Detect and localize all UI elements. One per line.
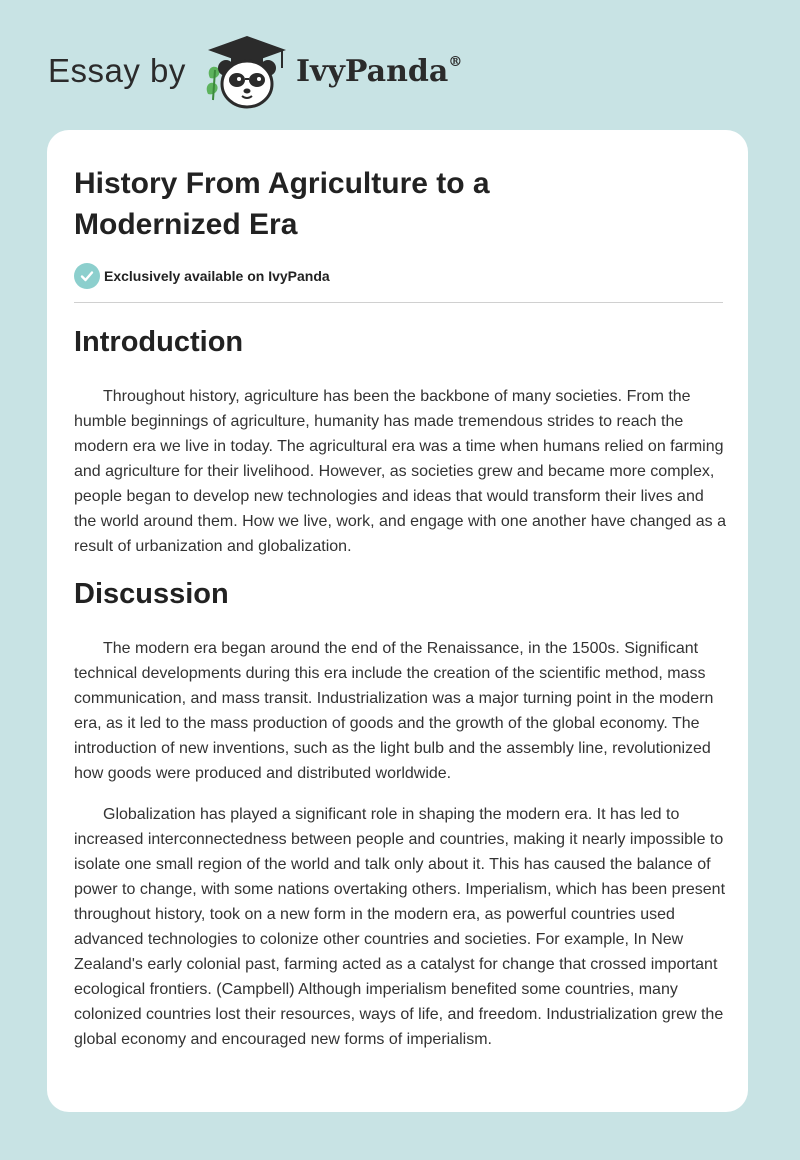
paragraph: The modern era began around the end of the Renaissance, in the 1500s. Significant technical developments during this era include the creation of the scientific method, mass communication, and mass transit. Industrialization was a major turning point in the modern era, as it led to the mass production of goods and the growth of the global economy. The introduction of new inventions, such as the light bulb and the assembly line, revolutionized how goods were produced and distributed worldwide. (74, 640, 714, 782)
section-heading-introduction: Introduction (74, 326, 244, 358)
exclusive-badge (74, 263, 330, 289)
essay-by-label: Essay by (48, 52, 186, 89)
page-title: History From Agriculture to a Modernized Era (74, 167, 490, 241)
check-circle-icon (74, 263, 100, 289)
section-heading-discussion: Discussion (74, 578, 229, 610)
exclusive-badge-label: Exclusively available on IvyPanda (104, 268, 330, 284)
site-header (48, 34, 548, 114)
essay-body (74, 322, 726, 1052)
title-divider (74, 302, 723, 303)
registered-mark: ® (448, 54, 463, 70)
paragraph: Globalization has played a significant role in shaping the modern era. It has led to increased interconnectedness between people and countries, making it nearly impossible to isolate one small region of the world and talk only about it. This has caused the balance of power to change, with some nations overtaking others. Imperialism, which has been present throughout history, took on a new form in the modern era, as powerful countries used advanced technologies to colonize other countries and societies. For example, In New Zealand's early colonial past, farming acted as a catalyst for change that crossed important ecological frontiers. (Campbell) Although imperialism benefited some countries, many colonized countries lost their resources, ways of life, and freedom. Industrialization grew the global economy and encouraged new forms of imperialism. (74, 806, 726, 1048)
paragraph: Throughout history, agriculture has been the backbone of many societies. From the humble beginnings of agriculture, humanity has made tremendous strides to reach the modern era we live in today. The agricultural era was a time when humans relied on farming and agriculture for their livelihood. However, as societies grew and became more complex, people began to develop new technologies and ideas that would transform their lives and the world around them. How we live, work, and engage with one another have changed as a result of urbanization and globalization. (74, 388, 726, 555)
panda-graduate-icon (204, 34, 290, 110)
essay-card (47, 130, 748, 1112)
brand-name: IvyPanda® (296, 54, 463, 89)
